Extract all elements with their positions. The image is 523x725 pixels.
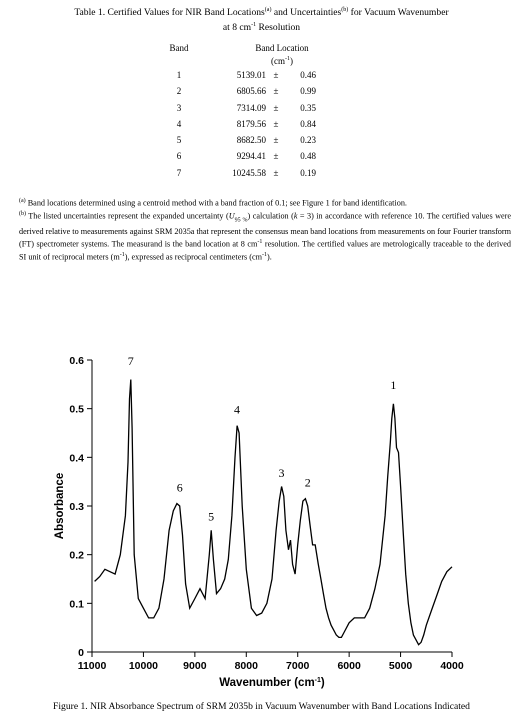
spectrum-line (95, 380, 452, 645)
x-tick-label: 5000 (388, 660, 413, 672)
plus-minus-cell: ± (273, 86, 279, 97)
band-column-header: Band (169, 43, 189, 53)
plus-minus-cell: ± (273, 102, 279, 113)
x-tick-label: 4000 (440, 660, 464, 672)
x-tick-label: 10000 (128, 660, 159, 672)
location-column-header: Band Location $(cm^{-1})$ (255, 43, 309, 66)
table-row (150, 83, 316, 99)
note-b: $^{(b)}$ The listed uncertainties represent the expanded uncertainty $(U_{95 \%})$ calculation (k = 3) in accordance with reference 10. The certified values were derived relative to measurements against SRM 2035a that represent the consensus mean band locations from measurements on four Fourier transform (FT) spectrometer systems. The measurand is the band location at 8 $cm^{-1}$ resolution. The certified values are metrologically traceable to the derived SI unit of reciprocal meters $(m^{-1})$, expressed as reciprocal centimeters $(cm^{-1})$. (19, 210, 511, 262)
table-row (150, 67, 316, 83)
plus-minus-cell: ± (273, 70, 279, 80)
plus-minus-cell: ± (273, 151, 279, 162)
band-cell: 5 (176, 135, 182, 146)
band-cell: 3 (176, 102, 182, 113)
y-tick-label: 0.1 (69, 598, 84, 611)
table-caption: Table 1. Certified Values for NIR Band Locations$^{(a)}$ and Uncertainties$^{(b)}$ for Vacuum Wavenumber at 8 $cm^{-1}$ Resolution (74, 7, 449, 34)
location-cell: 10245.58 (232, 167, 266, 178)
table-row (150, 100, 316, 116)
figure-caption: Figure 1. NIR Absorbance Spectrum of SRM 2035b in Vacuum Wavenumber with Band Locations Indicated (53, 701, 470, 712)
x-tick-label: 7000 (286, 660, 310, 672)
location-cell: 5139.01 (236, 70, 266, 80)
band-table (150, 43, 316, 181)
peak-label: 6 (176, 480, 183, 495)
y-tick-label: 0.4 (69, 452, 84, 465)
y-tick-label: 0.6 (69, 355, 84, 367)
location-cell: 8682.50 (236, 135, 266, 146)
table-row (150, 148, 316, 164)
plus-minus-cell: ± (273, 118, 279, 129)
note-a: $^{(a)}$ Band locations determined using a centroid method with a band fraction of 0.1; see Figure 1 for band identification. (19, 198, 407, 208)
band-cell: 1 (176, 70, 182, 80)
plus-minus-cell: ± (273, 135, 279, 146)
uncertainty-cell: 0.46 (300, 70, 316, 80)
location-cell: 9294.41 (236, 151, 266, 162)
uncertainty-cell: 0.35 (300, 102, 316, 113)
uncertainty-cell: 0.19 (300, 167, 316, 178)
location-cell: 7314.09 (236, 102, 266, 113)
table-row (150, 116, 316, 132)
location-cell: 8179.56 (236, 118, 266, 129)
x-tick-label: 11000 (77, 660, 107, 672)
peak-label: 3 (278, 465, 285, 480)
y-tick-label: 0.2 (69, 549, 84, 562)
peak-label: 1 (390, 378, 397, 393)
table-row (150, 132, 316, 148)
y-axis-label: Absorbance (54, 472, 66, 540)
location-cell: 6805.66 (236, 86, 266, 97)
peak-label: 7 (127, 353, 134, 368)
band-cell: 4 (176, 118, 182, 129)
peak-label: 5 (208, 509, 215, 524)
y-tick-label: 0.5 (69, 403, 84, 416)
band-cell: 6 (176, 151, 182, 162)
y-tick-label: 0.3 (69, 501, 84, 513)
y-tick-label: 0 (78, 647, 84, 659)
x-tick-label: 8000 (234, 660, 258, 672)
plus-minus-cell: ± (273, 167, 279, 178)
table-notes (19, 196, 511, 263)
band-cell: 7 (176, 167, 182, 178)
x-tick-label: 6000 (337, 660, 361, 672)
band-cell: 2 (176, 86, 182, 97)
peak-label: 4 (234, 402, 241, 417)
table-row (150, 165, 316, 181)
x-tick-label: 9000 (183, 660, 207, 672)
uncertainty-cell: 0.99 (300, 86, 316, 97)
uncertainty-cell: 0.48 (300, 151, 316, 162)
uncertainty-cell: 0.84 (300, 118, 316, 129)
absorbance-chart (0, 340, 523, 700)
uncertainty-cell: 0.23 (300, 135, 316, 146)
peak-label: 2 (304, 475, 311, 490)
x-axis-label: Wavenumber $(cm^{-1})$ (219, 677, 325, 689)
